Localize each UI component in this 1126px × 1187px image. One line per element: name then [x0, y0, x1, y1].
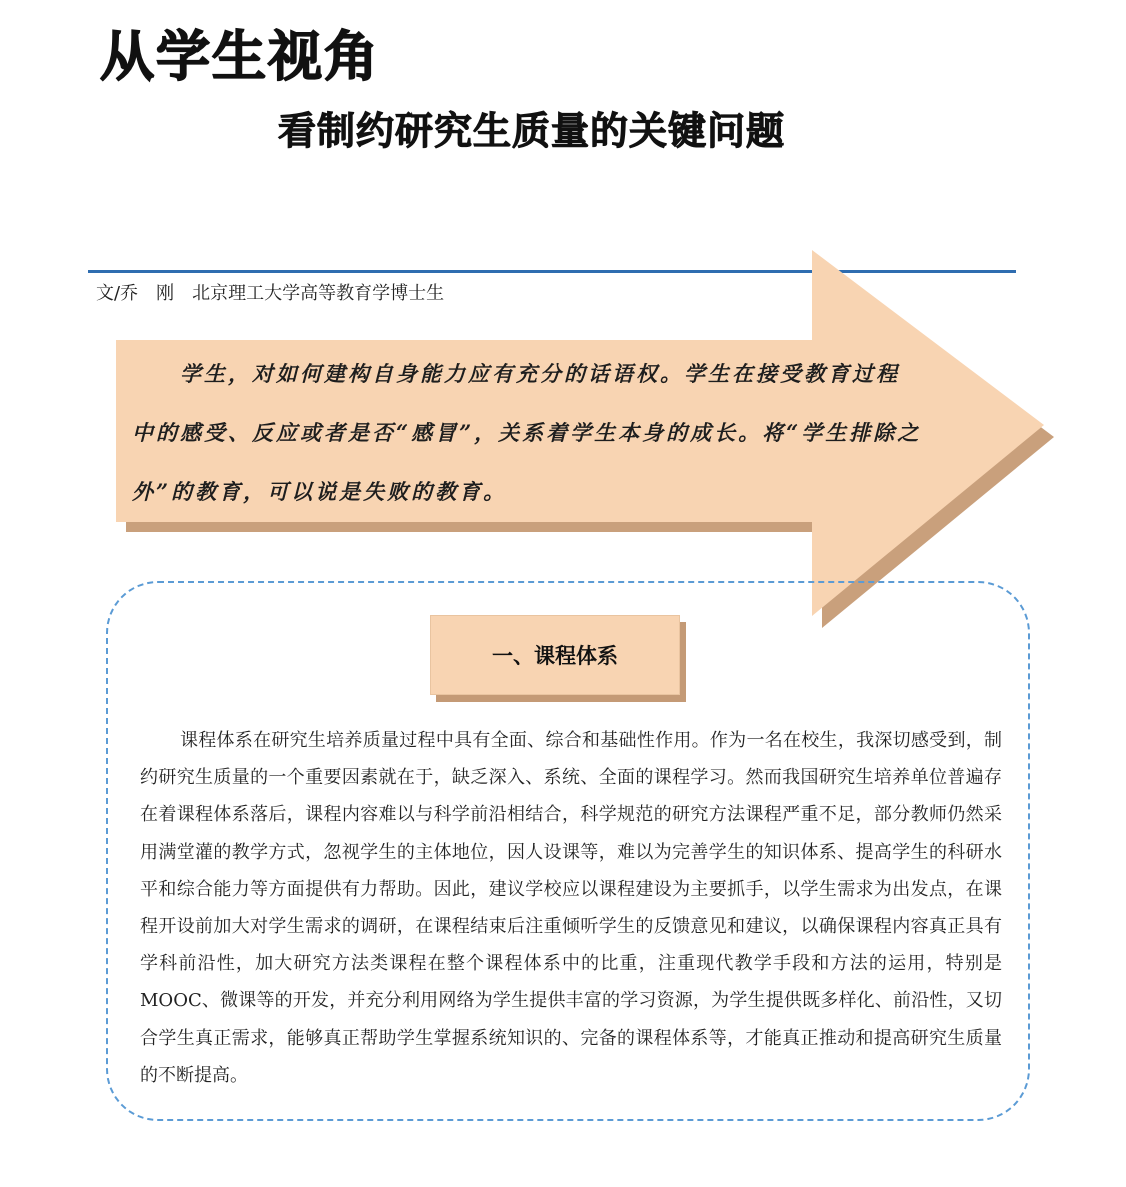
callout-quote: 学生，对如何建构自身能力应有充分的话语权。学生在接受教育过程中的感受、反应或者是否“感冒”，关系着学生本身的成长。将“学生排除之外”的教育，可以说是失败的教育。: [132, 361, 922, 504]
section-heading: 一、课程体系: [430, 615, 680, 695]
article-title-main: 从学生视角: [100, 24, 380, 88]
article-title-sub: 看制约研究生质量的关键问题: [278, 108, 786, 153]
author-byline: 文/乔 刚 北京理工大学高等教育学博士生: [96, 283, 445, 304]
section-body-paragraph: 课程体系在研究生培养质量过程中具有全面、综合和基础性作用。作为一名在校生，我深切感受到，制约研究生质量的一个重要因素就在于，缺乏深入、系统、全面的课程学习。然而我国研究生培养单位普遍存在着课程体系落后，课程内容难以与科学前沿相结合，科学规范的研究方法课程严重不足，部分教师仍然采用满堂灌的教学方式，忽视学生的主体地位，因人设课等，难以为完善学生的知识体系、提高学生的科研水平和综合能力等方面提供有力帮助。因此，建议学校应以课程建设为主要抓手，以学生需求为出发点，在课程开设前加大对学生需求的调研，在课程结束后注重倾听学生的反馈意见和建议，以确保课程内容真正具有学科前沿性，加大研究方法类课程在整个课程体系中的比重，注重现代教学手段和方法的运用，特别是 MOOC、微课等的开发，并充分利用网络为学生提供丰富的学习资源，为学生提供既多样化、前沿性，又切合学生真正需求，能够真正帮助学生掌握系统知识的、完备的课程体系等，才能真正推动和提高研究生质量的不断提高。: [140, 730, 1002, 1086]
